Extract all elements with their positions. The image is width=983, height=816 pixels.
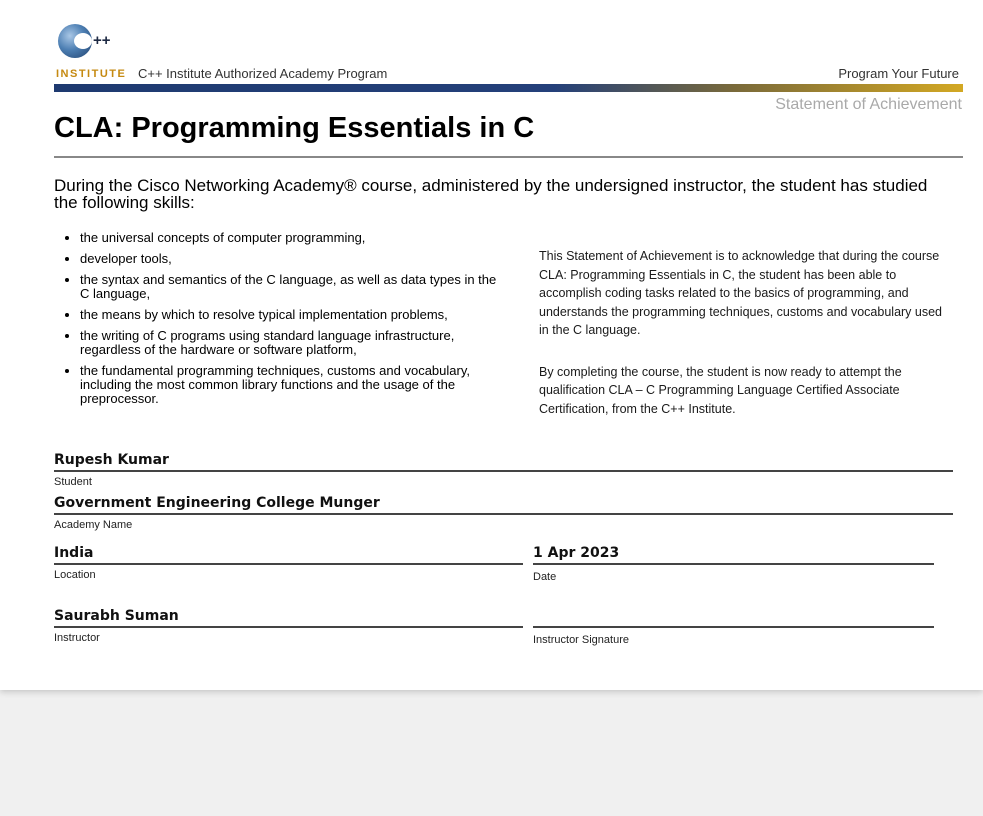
academy-name: Government Engineering College Munger bbox=[54, 495, 380, 511]
globe-icon bbox=[58, 24, 92, 58]
signature-field bbox=[533, 608, 934, 646]
skill-item: • the means by which to resolve typical implementation problems, bbox=[80, 308, 500, 322]
field-underline bbox=[533, 563, 934, 565]
skill-item: • the writing of C programs using standard language infrastructure, regardless of the hardware or software platform, bbox=[80, 329, 500, 357]
date-label: Date bbox=[533, 570, 557, 583]
date-value: 1 Apr 2023 bbox=[533, 545, 620, 561]
student-field bbox=[54, 452, 953, 488]
instructor-label: Instructor bbox=[54, 631, 100, 644]
statement-of-achievement-label: Statement of Achievement bbox=[775, 96, 962, 113]
student-label: Student bbox=[54, 475, 92, 488]
academy-program-label: C++ Institute Authorized Academy Program bbox=[138, 66, 388, 81]
field-underline bbox=[54, 470, 953, 472]
field-underline bbox=[54, 513, 953, 515]
instructor-field bbox=[54, 608, 523, 644]
tagline: Program Your Future bbox=[838, 66, 959, 81]
skill-item: • the syntax and semantics of the C language, as well as data types in the C language, bbox=[80, 273, 500, 301]
location-field bbox=[54, 545, 523, 581]
course-title: CLA: Programming Essentials in C bbox=[54, 112, 535, 144]
field-underline bbox=[54, 626, 523, 628]
logo-plus-plus: ++ bbox=[93, 32, 111, 49]
date-field bbox=[533, 545, 934, 583]
institute-label: INSTITUTE bbox=[56, 68, 127, 80]
cpp-institute-logo bbox=[55, 22, 125, 66]
field-underline bbox=[533, 626, 934, 628]
academy-field bbox=[54, 495, 953, 531]
skill-item: • the universal concepts of computer programming, bbox=[80, 231, 500, 245]
location-value: India bbox=[54, 545, 94, 561]
location-label: Location bbox=[54, 568, 96, 581]
instructor-name: Saurabh Suman bbox=[54, 608, 179, 624]
student-name: Rupesh Kumar bbox=[54, 452, 169, 468]
statement-text bbox=[539, 247, 949, 441]
title-divider bbox=[54, 156, 963, 158]
skill-item: • developer tools, bbox=[80, 252, 500, 266]
field-underline bbox=[54, 563, 523, 565]
signature-value bbox=[533, 608, 934, 625]
skills-list bbox=[64, 231, 500, 413]
academy-label: Academy Name bbox=[54, 518, 133, 531]
skill-item: • the fundamental programming techniques, customs and vocabulary, including the most common library functions and the usage of the preprocessor. bbox=[80, 364, 500, 406]
statement-paragraph: By completing the course, the student is now ready to attempt the qualification CLA – C Programming Language Certified Associate Certification, from the C++ Institute. bbox=[539, 364, 902, 416]
intro-text: During the Cisco Networking Academy® course, administered by the undersigned instructor, the student has studied the following skills: bbox=[54, 176, 928, 212]
signature-label: Instructor Signature bbox=[533, 633, 629, 646]
statement-paragraph: This Statement of Achievement is to acknowledge that during the course CLA: Programming Essentials in C, the student has been able to accomplish coding tasks related to the basics of programming, and understands the programming techniques, customs and vocabulary used in the C language. bbox=[539, 249, 943, 337]
header-gradient-bar bbox=[54, 84, 963, 92]
